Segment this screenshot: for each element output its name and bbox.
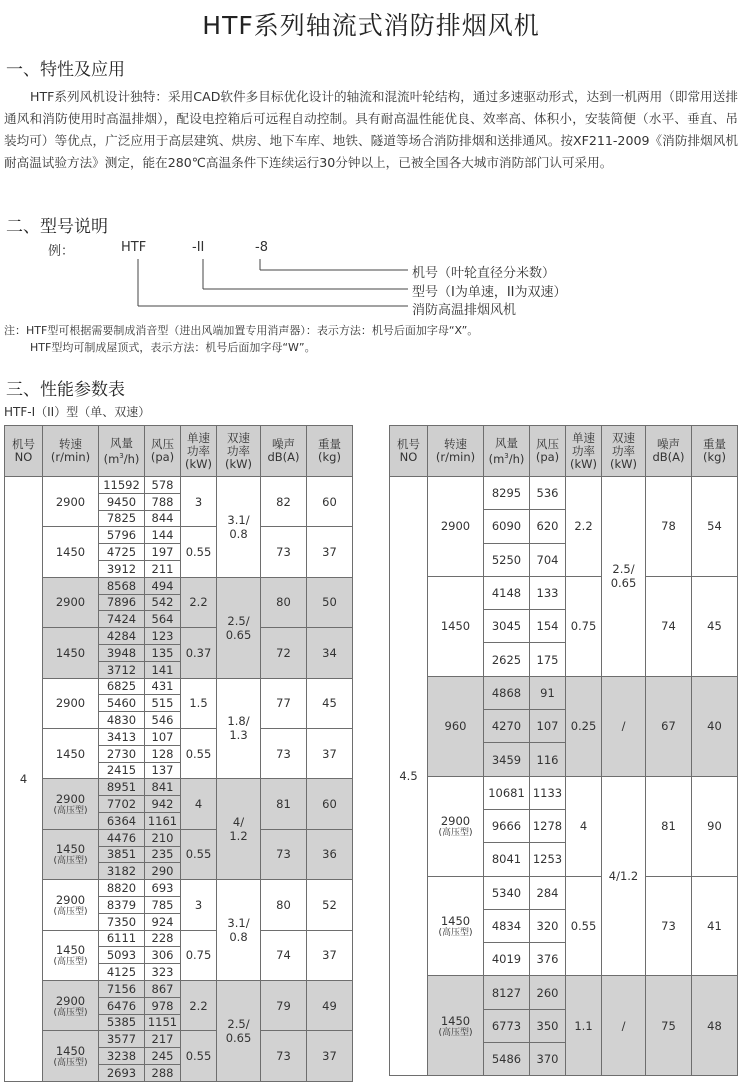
table-row: [5, 1031, 353, 1048]
airflow-cell: 4834: [484, 909, 530, 942]
airflow-cell: 2625: [484, 643, 530, 676]
table-row: [390, 576, 738, 609]
pressure-cell: 578: [145, 477, 181, 494]
dual-power-cell: 1.8/ 1.3: [217, 678, 261, 779]
table-row: [390, 676, 738, 709]
airflow-cell: 8041: [484, 843, 530, 876]
pressure-cell: 844: [145, 510, 181, 527]
airflow-cell: 11592: [99, 477, 145, 494]
machine-no-cell: 4.5: [390, 477, 428, 1076]
column-header: 重量 (kg): [692, 426, 738, 477]
page-title: HTF系列轴流式消防排烟风机: [202, 11, 540, 40]
weight-cell: 37: [307, 930, 353, 980]
noise-cell: 74: [646, 576, 692, 676]
speed-cell: 2900 (高压型): [428, 776, 484, 876]
high-pressure-note: (高压型): [438, 1027, 473, 1038]
pressure-cell: 91: [530, 676, 566, 709]
airflow-cell: 4830: [99, 712, 145, 729]
weight-cell: 49: [307, 980, 353, 1030]
dual-power-cell: 3.1/ 0.8: [217, 477, 261, 578]
speed-cell: 2900 (高压型): [43, 779, 99, 829]
pressure-cell: 228: [145, 930, 181, 947]
high-pressure-note: (高压型): [53, 806, 88, 817]
table-row: [5, 980, 353, 997]
airflow-cell: 6090: [484, 510, 530, 543]
single-power-cell: 1.1: [566, 976, 602, 1076]
pressure-cell: 133: [530, 576, 566, 609]
airflow-cell: 3577: [99, 1031, 145, 1048]
weight-cell: 34: [307, 628, 353, 678]
weight-cell: 60: [307, 779, 353, 829]
airflow-cell: 4476: [99, 829, 145, 846]
pressure-cell: 350: [530, 1009, 566, 1042]
speed-cell: 1450: [43, 628, 99, 678]
dual-power-cell: 4/1.2: [602, 776, 646, 976]
dual-power-cell: 2.5/ 0.65: [217, 980, 261, 1081]
pressure-cell: 141: [145, 661, 181, 678]
single-power-cell: 0.55: [181, 1031, 217, 1081]
airflow-cell: 3238: [99, 1048, 145, 1065]
pressure-cell: 107: [145, 728, 181, 745]
speed-cell: 1450 (高压型): [43, 1031, 99, 1081]
airflow-cell: 4725: [99, 544, 145, 561]
high-pressure-note: (高压型): [438, 828, 473, 839]
airflow-cell: 10681: [484, 776, 530, 809]
airflow-cell: 3912: [99, 560, 145, 577]
pressure-cell: 1133: [530, 776, 566, 809]
noise-cell: 72: [261, 628, 307, 678]
noise-cell: 80: [261, 880, 307, 930]
noise-cell: 77: [261, 678, 307, 728]
column-header: 机号 NO: [390, 426, 428, 477]
airflow-cell: 8820: [99, 880, 145, 897]
airflow-cell: 3182: [99, 863, 145, 880]
dual-power-cell: 4/ 1.2: [217, 779, 261, 880]
column-header: 风量 $(m^3/h)$: [484, 426, 530, 477]
pressure-cell: 693: [145, 880, 181, 897]
pressure-cell: 107: [530, 710, 566, 743]
single-power-cell: 0.55: [181, 728, 217, 778]
pressure-cell: 175: [530, 643, 566, 676]
pressure-cell: 1278: [530, 809, 566, 842]
speed-cell: 1450: [43, 728, 99, 778]
pressure-cell: 942: [145, 796, 181, 813]
dual-power-cell: /: [602, 976, 646, 1076]
column-header: 风量 $(m^3/h)$: [99, 426, 145, 477]
column-header: 噪声 dB(A): [646, 426, 692, 477]
pressure-cell: 785: [145, 896, 181, 913]
model-desc-type: 型号（I为单速，II为双速）: [412, 285, 567, 300]
pressure-cell: 788: [145, 493, 181, 510]
pressure-cell: 1151: [145, 1014, 181, 1031]
high-pressure-note: (高压型): [53, 957, 88, 968]
high-pressure-note: (高压型): [53, 856, 88, 867]
pressure-cell: 210: [145, 829, 181, 846]
single-power-cell: 0.75: [181, 930, 217, 980]
weight-cell: 52: [307, 880, 353, 930]
single-power-cell: 0.55: [566, 876, 602, 976]
table-row: [5, 477, 353, 494]
column-header: 机号 NO: [5, 426, 43, 477]
noise-cell: 81: [646, 776, 692, 876]
pressure-cell: 306: [145, 947, 181, 964]
noise-cell: 78: [646, 477, 692, 577]
noise-cell: 81: [261, 779, 307, 829]
single-power-cell: 0.55: [181, 829, 217, 879]
airflow-cell: 8295: [484, 477, 530, 510]
airflow-cell: 7702: [99, 796, 145, 813]
pressure-cell: 197: [145, 544, 181, 561]
single-power-cell: 0.55: [181, 527, 217, 577]
performance-table-right: [389, 425, 738, 1076]
airflow-cell: 5340: [484, 876, 530, 909]
table-row: [5, 577, 353, 594]
weight-cell: 41: [692, 876, 738, 976]
table-row: [5, 728, 353, 745]
high-pressure-note: (高压型): [53, 1057, 88, 1068]
weight-cell: 48: [692, 976, 738, 1076]
pressure-cell: 564: [145, 611, 181, 628]
airflow-cell: 8127: [484, 976, 530, 1009]
single-power-cell: 3: [181, 477, 217, 527]
pressure-cell: 1161: [145, 812, 181, 829]
model-part-size: -8: [255, 240, 268, 255]
airflow-cell: 9666: [484, 809, 530, 842]
single-power-cell: 0.25: [566, 676, 602, 776]
pressure-cell: 841: [145, 779, 181, 796]
airflow-cell: 5093: [99, 947, 145, 964]
noise-cell: 79: [261, 980, 307, 1030]
column-header: 双速 功率 (kW): [217, 426, 261, 477]
pressure-cell: 154: [530, 610, 566, 643]
pressure-cell: 323: [145, 964, 181, 981]
dual-power-cell: 3.1/ 0.8: [217, 880, 261, 981]
weight-cell: 37: [307, 1031, 353, 1081]
table-row: [5, 678, 353, 695]
single-power-cell: 2.2: [181, 577, 217, 627]
weight-cell: 40: [692, 676, 738, 776]
pressure-cell: 704: [530, 543, 566, 576]
airflow-cell: 3948: [99, 644, 145, 661]
column-header: 单速 功率 (kW): [566, 426, 602, 477]
airflow-cell: 8951: [99, 779, 145, 796]
pressure-cell: 431: [145, 678, 181, 695]
model-connector-lines: [0, 0, 742, 320]
section-heading-performance: 三、性能参数表: [6, 380, 125, 400]
weight-cell: 60: [307, 477, 353, 527]
pressure-cell: 536: [530, 477, 566, 510]
single-power-cell: 1.5: [181, 678, 217, 728]
model-desc-series: 消防高温排烟风机: [412, 303, 517, 318]
table-row: [5, 628, 353, 645]
noise-cell: 73: [261, 527, 307, 577]
table-row: [5, 779, 353, 796]
speed-cell: 2900 (高压型): [43, 880, 99, 930]
airflow-cell: 5250: [484, 543, 530, 576]
pressure-cell: 320: [530, 909, 566, 942]
pressure-cell: 284: [530, 876, 566, 909]
airflow-cell: 2415: [99, 762, 145, 779]
weight-cell: 37: [307, 527, 353, 577]
column-header: 转速 (r/min): [43, 426, 99, 477]
column-header: 双速 功率 (kW): [602, 426, 646, 477]
weight-cell: 50: [307, 577, 353, 627]
pressure-cell: 288: [145, 1064, 181, 1081]
table-row: [5, 527, 353, 544]
single-power-cell: 0.75: [566, 576, 602, 676]
pressure-cell: 515: [145, 695, 181, 712]
column-header: 重量 (kg): [307, 426, 353, 477]
note-line-1: 注：HTF型可根据需要制成消音型（进出风端加置专用消声器）：表示方法：机号后面加字母“X”。: [4, 324, 479, 337]
airflow-cell: 6825: [99, 678, 145, 695]
pressure-cell: 1253: [530, 843, 566, 876]
noise-cell: 80: [261, 577, 307, 627]
airflow-cell: 7156: [99, 980, 145, 997]
noise-cell: 67: [646, 676, 692, 776]
airflow-cell: 4019: [484, 943, 530, 976]
airflow-cell: 3045: [484, 610, 530, 643]
noise-cell: 73: [646, 876, 692, 976]
airflow-cell: 6111: [99, 930, 145, 947]
column-header: 单速 功率 (kW): [181, 426, 217, 477]
speed-cell: 2900: [428, 477, 484, 577]
performance-table-left: [4, 425, 353, 1082]
table-row: [390, 876, 738, 909]
speed-cell: 2900: [43, 477, 99, 527]
weight-cell: 45: [692, 576, 738, 676]
note-line-2: HTF型均可制成屋顶式，表示方法：机号后面加字母“W”。: [30, 341, 316, 354]
speed-cell: 1450: [43, 527, 99, 577]
pressure-cell: 867: [145, 980, 181, 997]
noise-cell: 73: [261, 1031, 307, 1081]
airflow-cell: 9450: [99, 493, 145, 510]
airflow-cell: 8568: [99, 577, 145, 594]
noise-cell: 73: [261, 728, 307, 778]
airflow-cell: 4125: [99, 964, 145, 981]
weight-cell: 90: [692, 776, 738, 876]
single-power-cell: 2.2: [181, 980, 217, 1030]
airflow-cell: 4148: [484, 576, 530, 609]
pressure-cell: 116: [530, 743, 566, 776]
single-power-cell: 4: [181, 779, 217, 829]
model-desc-size: 机号（叶轮直径分米数）: [412, 266, 556, 281]
column-header: 转速 (r/min): [428, 426, 484, 477]
airflow-cell: 2693: [99, 1064, 145, 1081]
airflow-cell: 5796: [99, 527, 145, 544]
speed-cell: 2900: [43, 577, 99, 627]
column-header: 风压 (pa): [145, 426, 181, 477]
airflow-cell: 3851: [99, 846, 145, 863]
airflow-cell: 3459: [484, 743, 530, 776]
airflow-cell: 4270: [484, 710, 530, 743]
high-pressure-note: (高压型): [53, 906, 88, 917]
pressure-cell: 128: [145, 745, 181, 762]
table-row: [5, 880, 353, 897]
noise-cell: 82: [261, 477, 307, 527]
airflow-cell: 7350: [99, 913, 145, 930]
airflow-cell: 3413: [99, 728, 145, 745]
speed-cell: 1450 (高压型): [43, 829, 99, 879]
weight-cell: 54: [692, 477, 738, 577]
table-row: [390, 477, 738, 510]
pressure-cell: 245: [145, 1048, 181, 1065]
table-caption: HTF-I（II）型（单、双速）: [4, 405, 151, 419]
high-pressure-note: (高压型): [438, 928, 473, 938]
airflow-cell: 3712: [99, 661, 145, 678]
speed-cell: 2900: [43, 678, 99, 728]
pressure-cell: 546: [145, 712, 181, 729]
speed-cell: 1450 (高压型): [428, 876, 484, 976]
airflow-cell: 6476: [99, 997, 145, 1014]
pressure-cell: 135: [145, 644, 181, 661]
table-row: [390, 976, 738, 1009]
airflow-cell: 7424: [99, 611, 145, 628]
airflow-cell: 5460: [99, 695, 145, 712]
weight-cell: 45: [307, 678, 353, 728]
column-header: 风压 (pa): [530, 426, 566, 477]
model-part-type: -II: [192, 240, 205, 255]
noise-cell: 75: [646, 976, 692, 1076]
dual-power-cell: 2.5/ 0.65: [217, 577, 261, 678]
pressure-cell: 260: [530, 976, 566, 1009]
section-heading-model: 二、型号说明: [6, 217, 108, 237]
high-pressure-note: (高压型): [53, 1007, 88, 1018]
pressure-cell: 376: [530, 943, 566, 976]
table-row: [390, 776, 738, 809]
pressure-cell: 370: [530, 1043, 566, 1076]
airflow-cell: 6364: [99, 812, 145, 829]
pressure-cell: 290: [145, 863, 181, 880]
section-heading-features: 一、特性及应用: [6, 60, 125, 80]
speed-cell: 960: [428, 676, 484, 776]
noise-cell: 73: [261, 829, 307, 879]
pressure-cell: 123: [145, 628, 181, 645]
single-power-cell: 4: [566, 776, 602, 876]
table-row: [5, 930, 353, 947]
machine-no-cell: 4: [5, 477, 43, 1082]
single-power-cell: 0.37: [181, 628, 217, 678]
pressure-cell: 235: [145, 846, 181, 863]
airflow-cell: 8379: [99, 896, 145, 913]
model-part-series: HTF: [121, 240, 147, 255]
pressure-cell: 542: [145, 594, 181, 611]
dual-power-cell: 2.5/ 0.65: [602, 477, 646, 677]
pressure-cell: 144: [145, 527, 181, 544]
column-header: 噪声 dB(A): [261, 426, 307, 477]
weight-cell: 37: [307, 728, 353, 778]
intro-text: HTF系列风机设计独特：采用CAD软件多目标优化设计的轴流和混流叶轮结构，通过多速驱动形式，达到一机两用（即常用送排通风和消防使用时高温排烟），配设电控箱后可远程自动控制。具有耐高温性能优良、效率高、体积小，安装简便（水平、垂直、吊装均可）等优点，广泛应用于高层建筑、烘房、地下车库、地铁、隧道等场合消防排烟和送排通风。按XF211-2009《消防排烟风机耐高温试验方法》测定，能在280℃高温条件下连续运行30分钟以上，已被全国各大城市消防部门认可采用。: [4, 89, 738, 170]
airflow-cell: 7825: [99, 510, 145, 527]
airflow-cell: 6773: [484, 1009, 530, 1042]
pressure-cell: 620: [530, 510, 566, 543]
speed-cell: 1450: [428, 576, 484, 676]
single-power-cell: 3: [181, 880, 217, 930]
speed-cell: 1450 (高压型): [43, 930, 99, 980]
dual-power-cell: /: [602, 676, 646, 776]
weight-cell: 36: [307, 829, 353, 879]
speed-cell: 1450 (高压型): [428, 976, 484, 1076]
table-row: [5, 829, 353, 846]
pressure-cell: 211: [145, 560, 181, 577]
airflow-cell: 4284: [99, 628, 145, 645]
pressure-cell: 137: [145, 762, 181, 779]
pressure-cell: 217: [145, 1031, 181, 1048]
model-example-label: 例：: [48, 244, 75, 259]
pressure-cell: 978: [145, 997, 181, 1014]
single-power-cell: 2.2: [566, 477, 602, 577]
airflow-cell: 7896: [99, 594, 145, 611]
airflow-cell: 5486: [484, 1043, 530, 1076]
airflow-cell: 4868: [484, 676, 530, 709]
airflow-cell: 2730: [99, 745, 145, 762]
pressure-cell: 494: [145, 577, 181, 594]
speed-cell: 2900 (高压型): [43, 980, 99, 1030]
pressure-cell: 924: [145, 913, 181, 930]
airflow-cell: 5385: [99, 1014, 145, 1031]
noise-cell: 74: [261, 930, 307, 980]
